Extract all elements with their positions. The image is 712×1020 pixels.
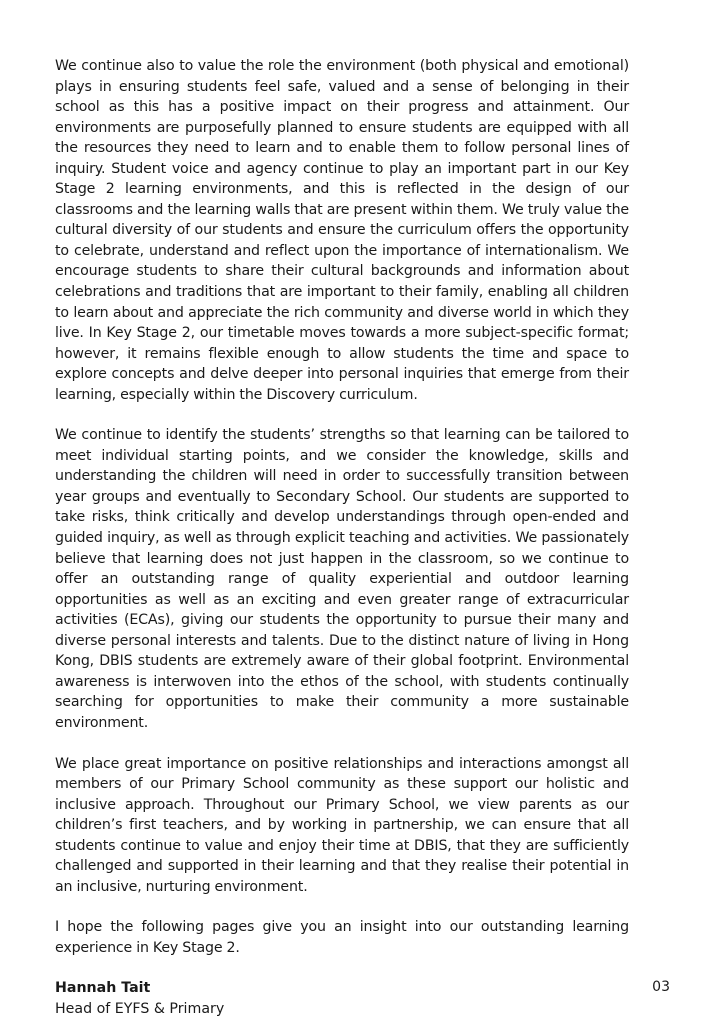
signature-role: Head of EYFS & Primary bbox=[55, 1000, 225, 1017]
signature-name: Hannah Tait bbox=[55, 980, 151, 997]
paragraph-relationships: We place great importance on positive relationships and interactions amongst all members of our Primary School community as these support our holistic and inclusive approach. Throughout our Primary School, we view parents as our children’s first teachers, and by working in partnership, we can ensure that all students continue to value and enjoy their time at DBIS, that they are sufficiently challenged and supported in their learning and that they realise their potential in an inclusive, nurturing environment. bbox=[55, 755, 629, 895]
letter-body bbox=[55, 56, 629, 1020]
page-number: 03 bbox=[652, 979, 670, 995]
signature-block bbox=[55, 978, 629, 1019]
paragraph-strengths: We continue to identify the students’ strengths so that learning can be tailored to meet individual starting points, and we consider the knowledge, skills and understanding the children will need in order to successfully transition between year groups and eventually to Secondary School. Our students are supported to take risks, think critically and develop understandings through open-ended and guided inquiry, as well as through explicit teaching and activities. We passionately believe that learning does not just happen in the classroom, so we continue to offer an outstanding range of quality experiential and outdoor learning opportunities as well as an exciting and even greater range of extracurricular activities (ECAs), giving our students the opportunity to pursue their many and diverse personal interests and talents. Due to the distinct nature of living in Hong Kong, DBIS students are extremely aware of their global footprint. Environmental awareness is interwoven into the ethos of the school, with students continually searching for opportunities to make their community a more sustainable environment. bbox=[55, 427, 629, 731]
paragraph-closing: I hope the following pages give you an insight into our outstanding learning experience in Key Stage 2. bbox=[55, 919, 629, 956]
paragraph-environment: We continue also to value the role the environment (both physical and emotional) plays in ensuring students feel safe, valued and a sense of belonging in their school as this has a positive impact on their progress and attainment. Our environments are purposefully planned to ensure students are equipped with all the resources they need to learn and to enable them to follow personal lines of inquiry. Student voice and agency continue to play an important part in our Key Stage 2 learning environments, and this is reflected in the design of our classrooms and the learning walls that are present within them. We truly value the cultural diversity of our students and ensure the curriculum offers the opportunity to celebrate, understand and reflect upon the importance of internationalism. We encourage students to share their cultural backgrounds and information about celebrations and traditions that are important to their family, enabling all children to learn about and appreciate the rich community and diverse world in which they live. In Key Stage 2, our timetable moves towards a more subject-specific format; however, it remains flexible enough to allow students the time and space to explore concepts and delve deeper into personal inquiries that emerge from their learning, especially within the Discovery curriculum. bbox=[55, 58, 629, 403]
